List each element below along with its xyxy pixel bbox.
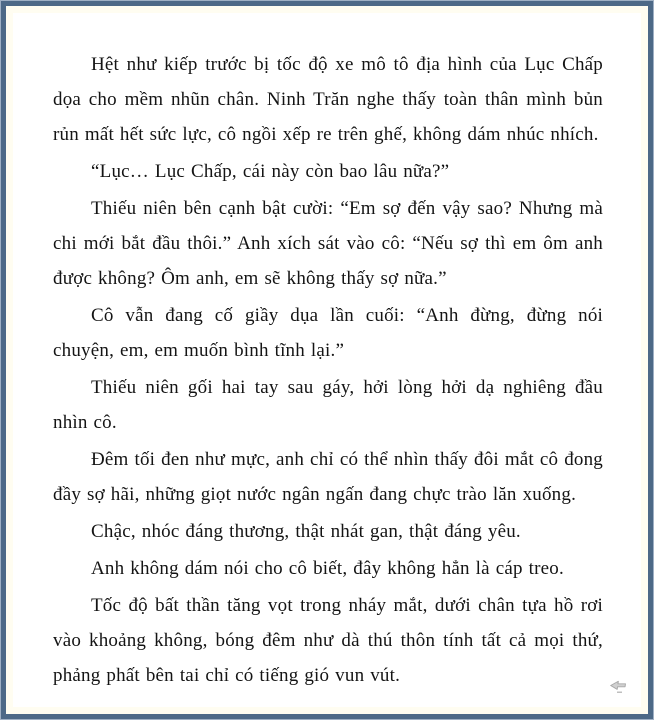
paragraph: Hệt như kiếp trước bị tốc độ xe mô tô địa hình của Lục Chấp dọa cho mềm nhũn chân. Ninh Trăn nghe thấy toàn thân mình bủn rủn mất hết sức lực, cô ngồi xếp re trên ghế, không dám nhúc nhích.	[53, 54, 603, 145]
reader-page[interactable]	[13, 13, 641, 707]
page-turn-cursor-icon[interactable]	[610, 678, 628, 694]
paragraph: Chậc, nhóc đáng thương, thật nhát gan, thật đáng yêu.	[91, 521, 521, 542]
paragraph-dialogue: Thiếu niên bên cạnh bật cười: “Em sợ đến vậy sao? Nhưng mà chi mới bắt đầu thôi.” Anh xích sát vào cô: “Nếu sợ thì em ôm anh được không? Ôm anh, em sẽ không thấy sợ nữa.”	[53, 198, 603, 289]
paragraph-dialogue: “Lục… Lục Chấp, cái này còn bao lâu nữa?”	[91, 161, 450, 182]
document-text	[53, 47, 603, 687]
page-inner-edge	[6, 6, 648, 714]
paragraph: Thiếu niên gối hai tay sau gáy, hởi lòng hởi dạ nghiêng đầu nhìn cô.	[53, 377, 603, 433]
paragraph: Đêm tối đen như mực, anh chỉ có thể nhìn thấy đôi mắt cô đong đầy sợ hãi, những giọt nước ngân ngấn đang chực trào lăn xuống.	[53, 449, 603, 505]
paragraph: Anh không dám nói cho cô biết, đây không hẳn là cáp treo.	[91, 558, 564, 579]
paragraph-dialogue: Cô vẫn đang cố giầy dụa lần cuối: “Anh đừng, đừng nói chuyện, em, em muốn bình tĩnh lại.”	[53, 305, 603, 361]
paragraph: Tốc độ bất thần tăng vọt trong nháy mắt, dưới chân tựa hồ rơi vào khoảng không, bóng đêm như dà thú thôn tính tất cả mọi thứ, phảng phất bên tai chỉ có tiếng gió vun vút.	[53, 595, 603, 686]
page-frame-border	[1, 1, 653, 719]
